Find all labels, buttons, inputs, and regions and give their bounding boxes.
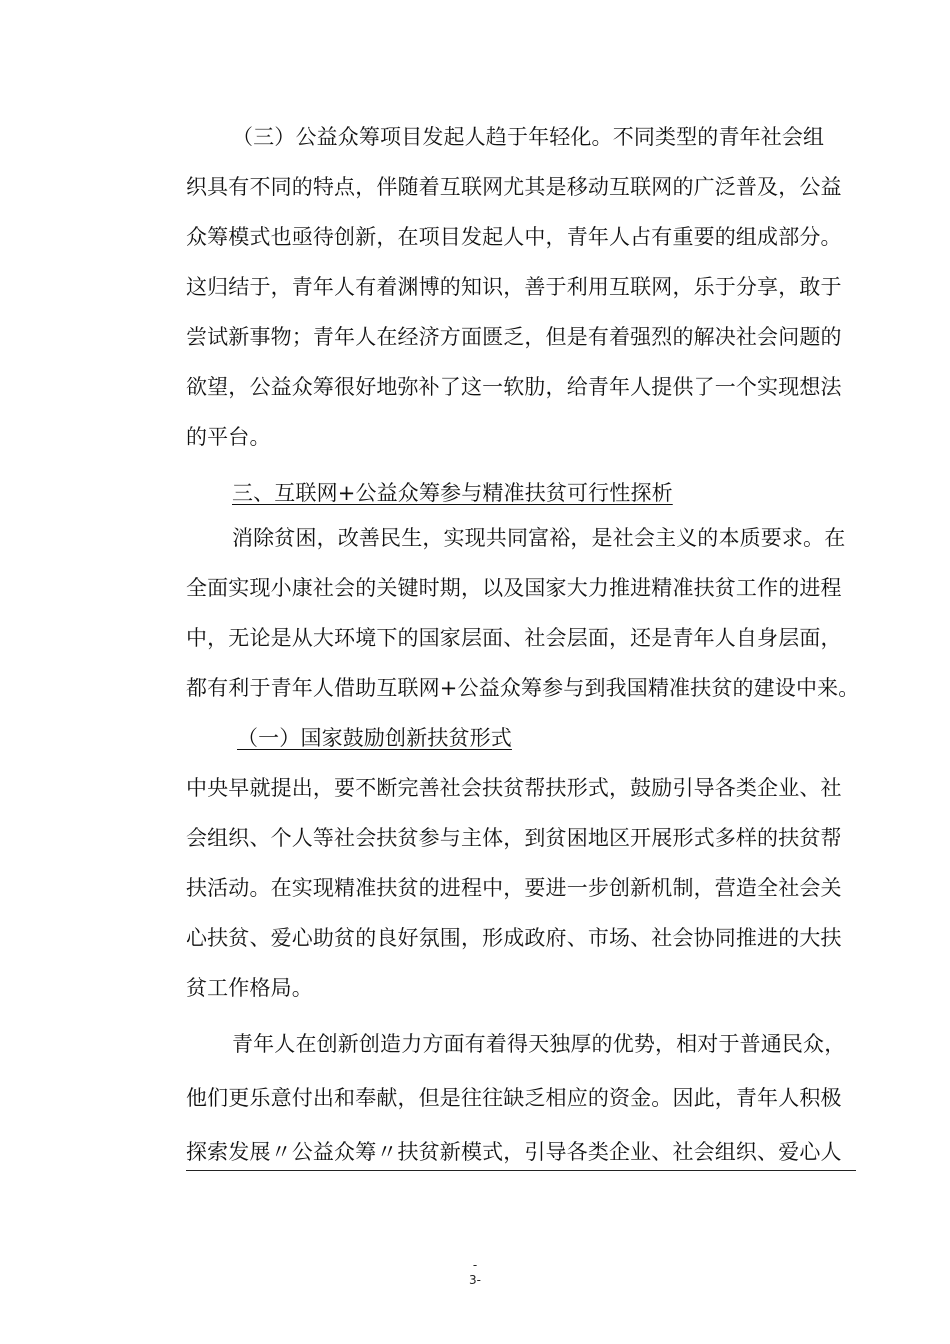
footer-dash: - xyxy=(472,1258,478,1272)
paragraph-line: 尝试新事物；青年人在经济方面匮乏，但是有着强烈的解决社会问题的 xyxy=(186,325,842,349)
paragraph-line: 扶活动。在实现精准扶贫的进程中，要进一步创新机制，营造全社会关 xyxy=(186,876,842,900)
paragraph-line: 心扶贫、爱心助贫的良好氛围，形成政府、市场、社会协同推进的大扶 xyxy=(186,926,842,950)
paragraph-line: 这归结于，青年人有着渊博的知识，善于利用互联网，乐于分享，敢于 xyxy=(186,275,842,299)
paragraph-line: 消除贫困，改善民生，实现共同富裕，是社会主义的本质要求。在 xyxy=(232,526,846,550)
footer-rule xyxy=(186,1170,856,1171)
paragraph-line: 他们更乐意付出和奉献，但是往往缺乏相应的资金。因此，青年人积极 xyxy=(186,1086,842,1110)
paragraph-line: 青年人在创新创造力方面有着得天独厚的优势，相对于普通民众， xyxy=(232,1032,846,1056)
page-number: 3- xyxy=(469,1273,481,1287)
paragraph-line: （三）公益众筹项目发起人趋于年轻化。不同类型的青年社会组 xyxy=(232,125,825,149)
paragraph-line: 都有利于青年人借助互联网+公益众筹参与到我国精准扶贫的建设中来。 xyxy=(186,676,860,700)
paragraph-line: 欲望，公益众筹很好地弥补了这一软肋，给青年人提供了一个实现想法 xyxy=(186,375,842,399)
paragraph-line: 织具有不同的特点，伴随着互联网尤其是移动互联网的广泛普及，公益 xyxy=(186,175,842,199)
subsection-heading: （一）国家鼓励创新扶贫形式 xyxy=(237,726,512,750)
paragraph-line: 中，无论是从大环境下的国家层面、社会层面，还是青年人自身层面， xyxy=(186,626,842,650)
paragraph-line: 全面实现小康社会的关键时期，以及国家大力推进精准扶贫工作的进程 xyxy=(186,576,842,600)
section-heading: 三、互联网+公益众筹参与精准扶贫可行性探析 xyxy=(232,481,673,505)
paragraph-line: 会组织、个人等社会扶贫参与主体，到贫困地区开展形式多样的扶贫帮 xyxy=(186,826,842,850)
paragraph-line: 的平台。 xyxy=(186,425,271,449)
paragraph-line: 众筹模式也亟待创新，在项目发起人中，青年人占有重要的组成部分。 xyxy=(186,225,842,249)
paragraph-line: 贫工作格局。 xyxy=(186,976,313,1000)
paragraph-line: 探索发展〃公益众筹〃扶贫新模式，引导各类企业、社会组织、爱心人 xyxy=(186,1140,842,1164)
paragraph-line: 中央早就提出，要不断完善社会扶贫帮扶形式，鼓励引导各类企业、社 xyxy=(186,776,842,800)
